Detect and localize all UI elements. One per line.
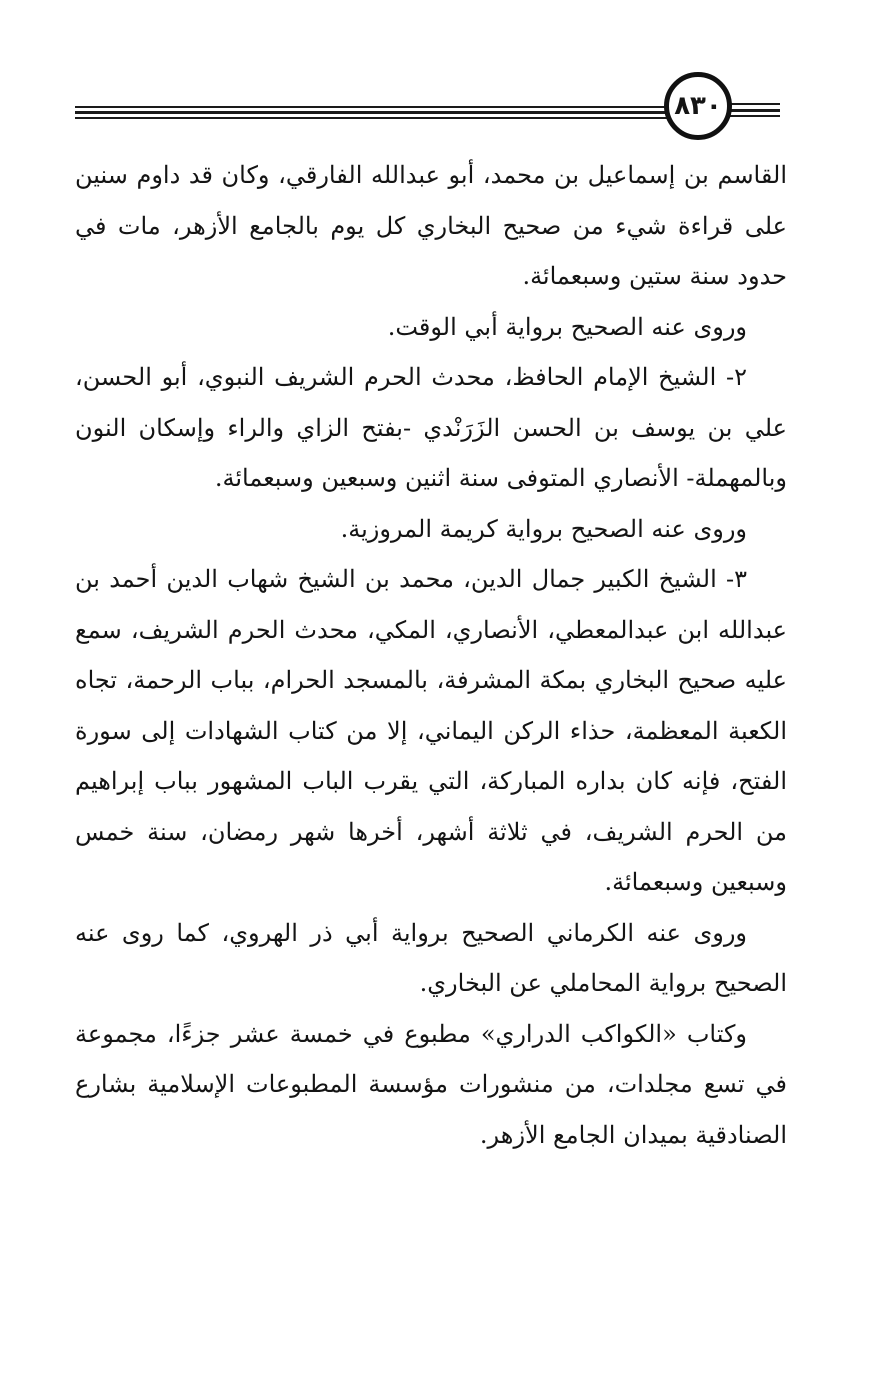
header-rule-right-top (725, 103, 780, 105)
page-number-badge (664, 72, 732, 140)
header-rule-line-bottom (75, 117, 670, 119)
paragraph-2: وروى عنه الصحيح برواية أبي الوقت. (387, 312, 747, 341)
paragraph-4: وروى عنه الصحيح برواية كريمة المروزية. (340, 514, 747, 543)
header-rule-right-middle (725, 109, 780, 112)
header-rule-line-middle (75, 111, 670, 114)
page-number: ٨٣٠ (674, 91, 722, 121)
paragraph-5: ٣- الشيخ الكبير جمال الدين، محمد بن الشيخ شهاب الدين أحمد بن عبدالله ابن عبدالمعطي، الأنصاري، المكي، محدث الحرم الشريف، سمع عليه صحيح البخاري بمكة المشرفة، بالمسجد الحرام، بباب الرحمة، تجاه الكعبة المعظمة، حذاء الركن اليماني، إلا من كتاب الشهادات إلى سورة الفتح، فإنه كان بداره المباركة، التي يقرب الباب المشهور بباب إبراهيم من الحرم الشريف، في ثلاثة أشهر، أخرها شهر رمضان، سنة خمس وسبعين وسبعمائة. (75, 565, 787, 896)
paragraph-7: وكتاب «الكواكب الدراري» مطبوع في خمسة عشر جزءًا، مجموعة في تسع مجلدات، من منشورات مؤسسة المطبوعات الإسلامية بشارع الصنادقية بميدان الجامع الأزهر. (75, 1019, 787, 1149)
paragraph-6: وروى عنه الكرماني الصحيح برواية أبي ذر الهروي، كما روى عنه الصحيح برواية المحاملي عن البخاري. (75, 918, 787, 997)
body-text (75, 150, 787, 1160)
header-rule-right-bottom (725, 115, 780, 117)
header-rule-line-top (75, 106, 670, 108)
paragraph-3: ٢- الشيخ الإمام الحافظ، محدث الحرم الشريف النبوي، أبو الحسن، علي بن يوسف بن الحسن الزَرَنْدي -بفتح الزاي والراء وإسكان النون وبالمهملة- الأنصاري المتوفى سنة اثنين وسبعين وسبعمائة. (75, 363, 787, 492)
paragraph-1: القاسم بن إسماعيل بن محمد، أبو عبدالله الفارقي، وكان قد داوم سنين على قراءة شيء من صحيح البخاري كل يوم بالجامع الأزهر، مات في حدود سنة ستين وسبعمائة. (75, 161, 787, 290)
